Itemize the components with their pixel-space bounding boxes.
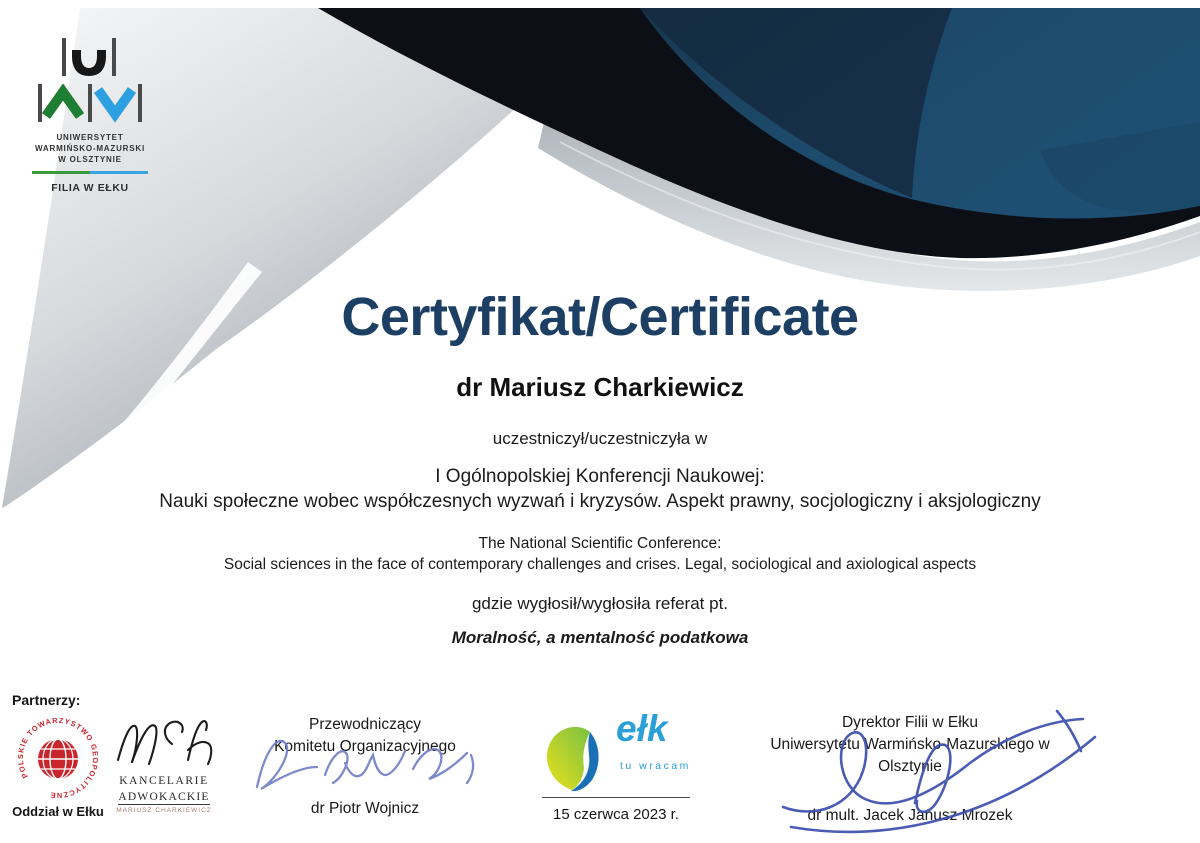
university-name-line2: WARMIŃSKO-MAZURSKI: [35, 144, 145, 153]
partners-label: Partnerzy:: [12, 692, 81, 708]
director-role-line2: Uniwersytetu Warmińsko-Mazurskiego w Olsztynie: [770, 736, 1050, 775]
university-branch: FILIA W EŁKU: [51, 181, 129, 194]
university-logo-mark: [32, 36, 148, 124]
director-name: dr mult. Jacek Janusz Mrozek: [807, 807, 1013, 824]
chairman-signature-stroke: [245, 727, 485, 807]
recipient-name: dr Mariusz Charkiewicz: [456, 372, 744, 402]
law-office-logo: [104, 716, 224, 814]
university-name-line1: UNIWERSYTET: [56, 133, 124, 142]
law-office-owner: MARIUSZ CHARKIEWICZ: [116, 807, 212, 814]
elk-logo-tagline: tu wracam: [620, 760, 691, 772]
chairman-role-line2: Komitetu Organizacyjnego: [274, 738, 456, 755]
law-office-monogram-icon: [112, 716, 216, 768]
elk-bird-icon: [542, 722, 612, 794]
chairman-name: dr Piotr Wojnicz: [310, 800, 420, 817]
university-logo: [25, 36, 155, 194]
chairman-role-line1: Przewodniczący: [309, 716, 421, 733]
conference-name-en-line2: Social sciences in the face of contemporary challenges and crises. Legal, sociological and axiological aspects: [223, 556, 977, 573]
event-date: 15 czerwca 2023 r.: [553, 806, 679, 823]
conference-name-en-line1: The National Scientific Conference:: [478, 535, 722, 552]
law-office-name-line2: ADWOKACKIE: [118, 791, 210, 803]
university-name-line3: W OLSZTYNIE: [58, 155, 122, 164]
director-signature-stroke: [765, 695, 1105, 843]
conference-name-pl-line1: I Ogólnopolskiej Konferencji Naukowej:: [435, 466, 765, 487]
logo-divider: [32, 171, 148, 174]
elk-logo-wordmark: ełk: [616, 708, 668, 749]
lecture-intro-line: gdzie wygłosił/wygłosiła referat pt.: [471, 594, 729, 613]
geopolitical-society-ring-text: POLSKIE TOWARZYSTWO GEOPOLITYCZNE: [15, 715, 101, 801]
globe-icon: [38, 739, 78, 779]
geopolitical-society-branch: Oddział w Ełku: [12, 804, 104, 819]
law-office-name-line1: KANCELARIE: [119, 775, 209, 787]
director-role-line1: Dyrektor Filii w Ełku: [841, 714, 979, 731]
participation-line: uczestniczył/uczestniczyła w: [492, 429, 708, 448]
lecture-title: Moralność, a mentalność podatkowa: [451, 628, 749, 647]
conference-name-pl-line2: Nauki społeczne wobec współczesnych wyzwań i kryzysów. Aspekt prawny, socjologiczny i aksjologiczny: [159, 491, 1041, 512]
geopolitical-society-logo: [12, 712, 104, 804]
date-rule: [542, 797, 690, 798]
certificate-title: Certyfikat/Certificate: [341, 287, 859, 347]
